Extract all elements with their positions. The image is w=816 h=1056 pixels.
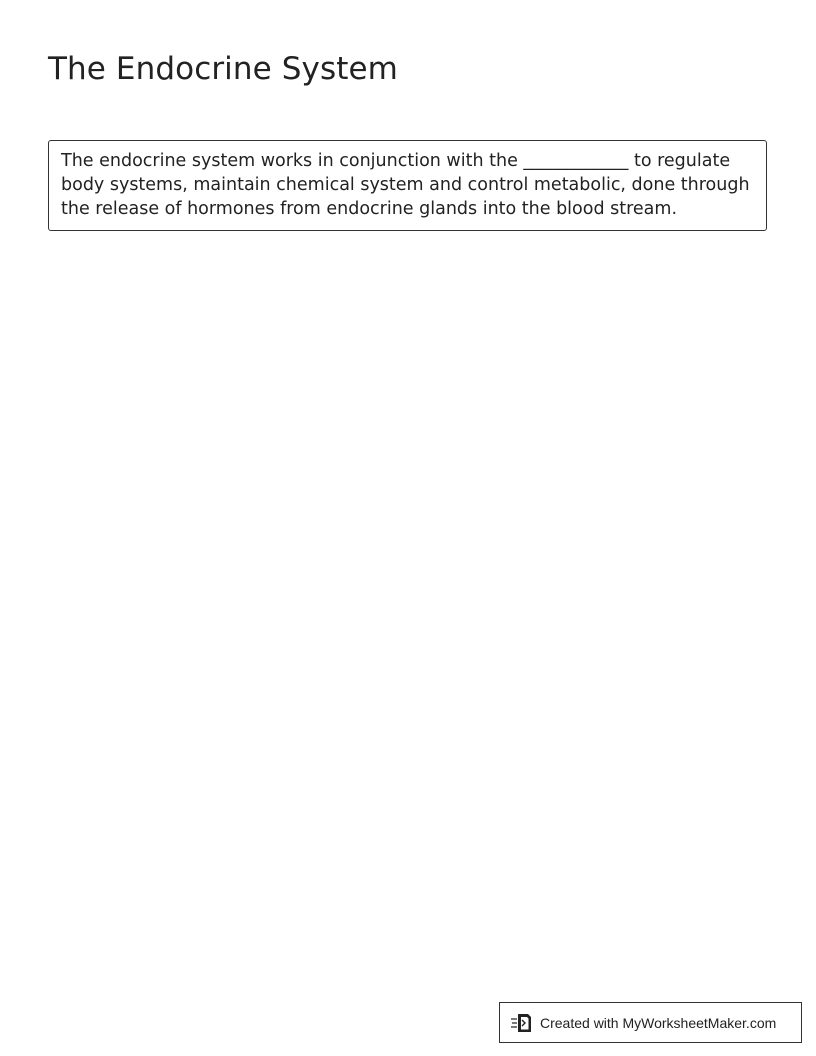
question-text: The endocrine system works in conjunction with the ____________ to regulate body systems, maintain chemical system and control metabolic, done through the release of hormones from endocrine glands into the blood stream. [61, 151, 750, 219]
footer-badge[interactable] [499, 1002, 802, 1043]
footer-text: Created with MyWorksheetMaker.com [540, 1014, 777, 1031]
question-box [48, 140, 767, 231]
page-title: The Endocrine System [48, 51, 398, 87]
worksheet-maker-logo-icon [510, 1012, 534, 1034]
